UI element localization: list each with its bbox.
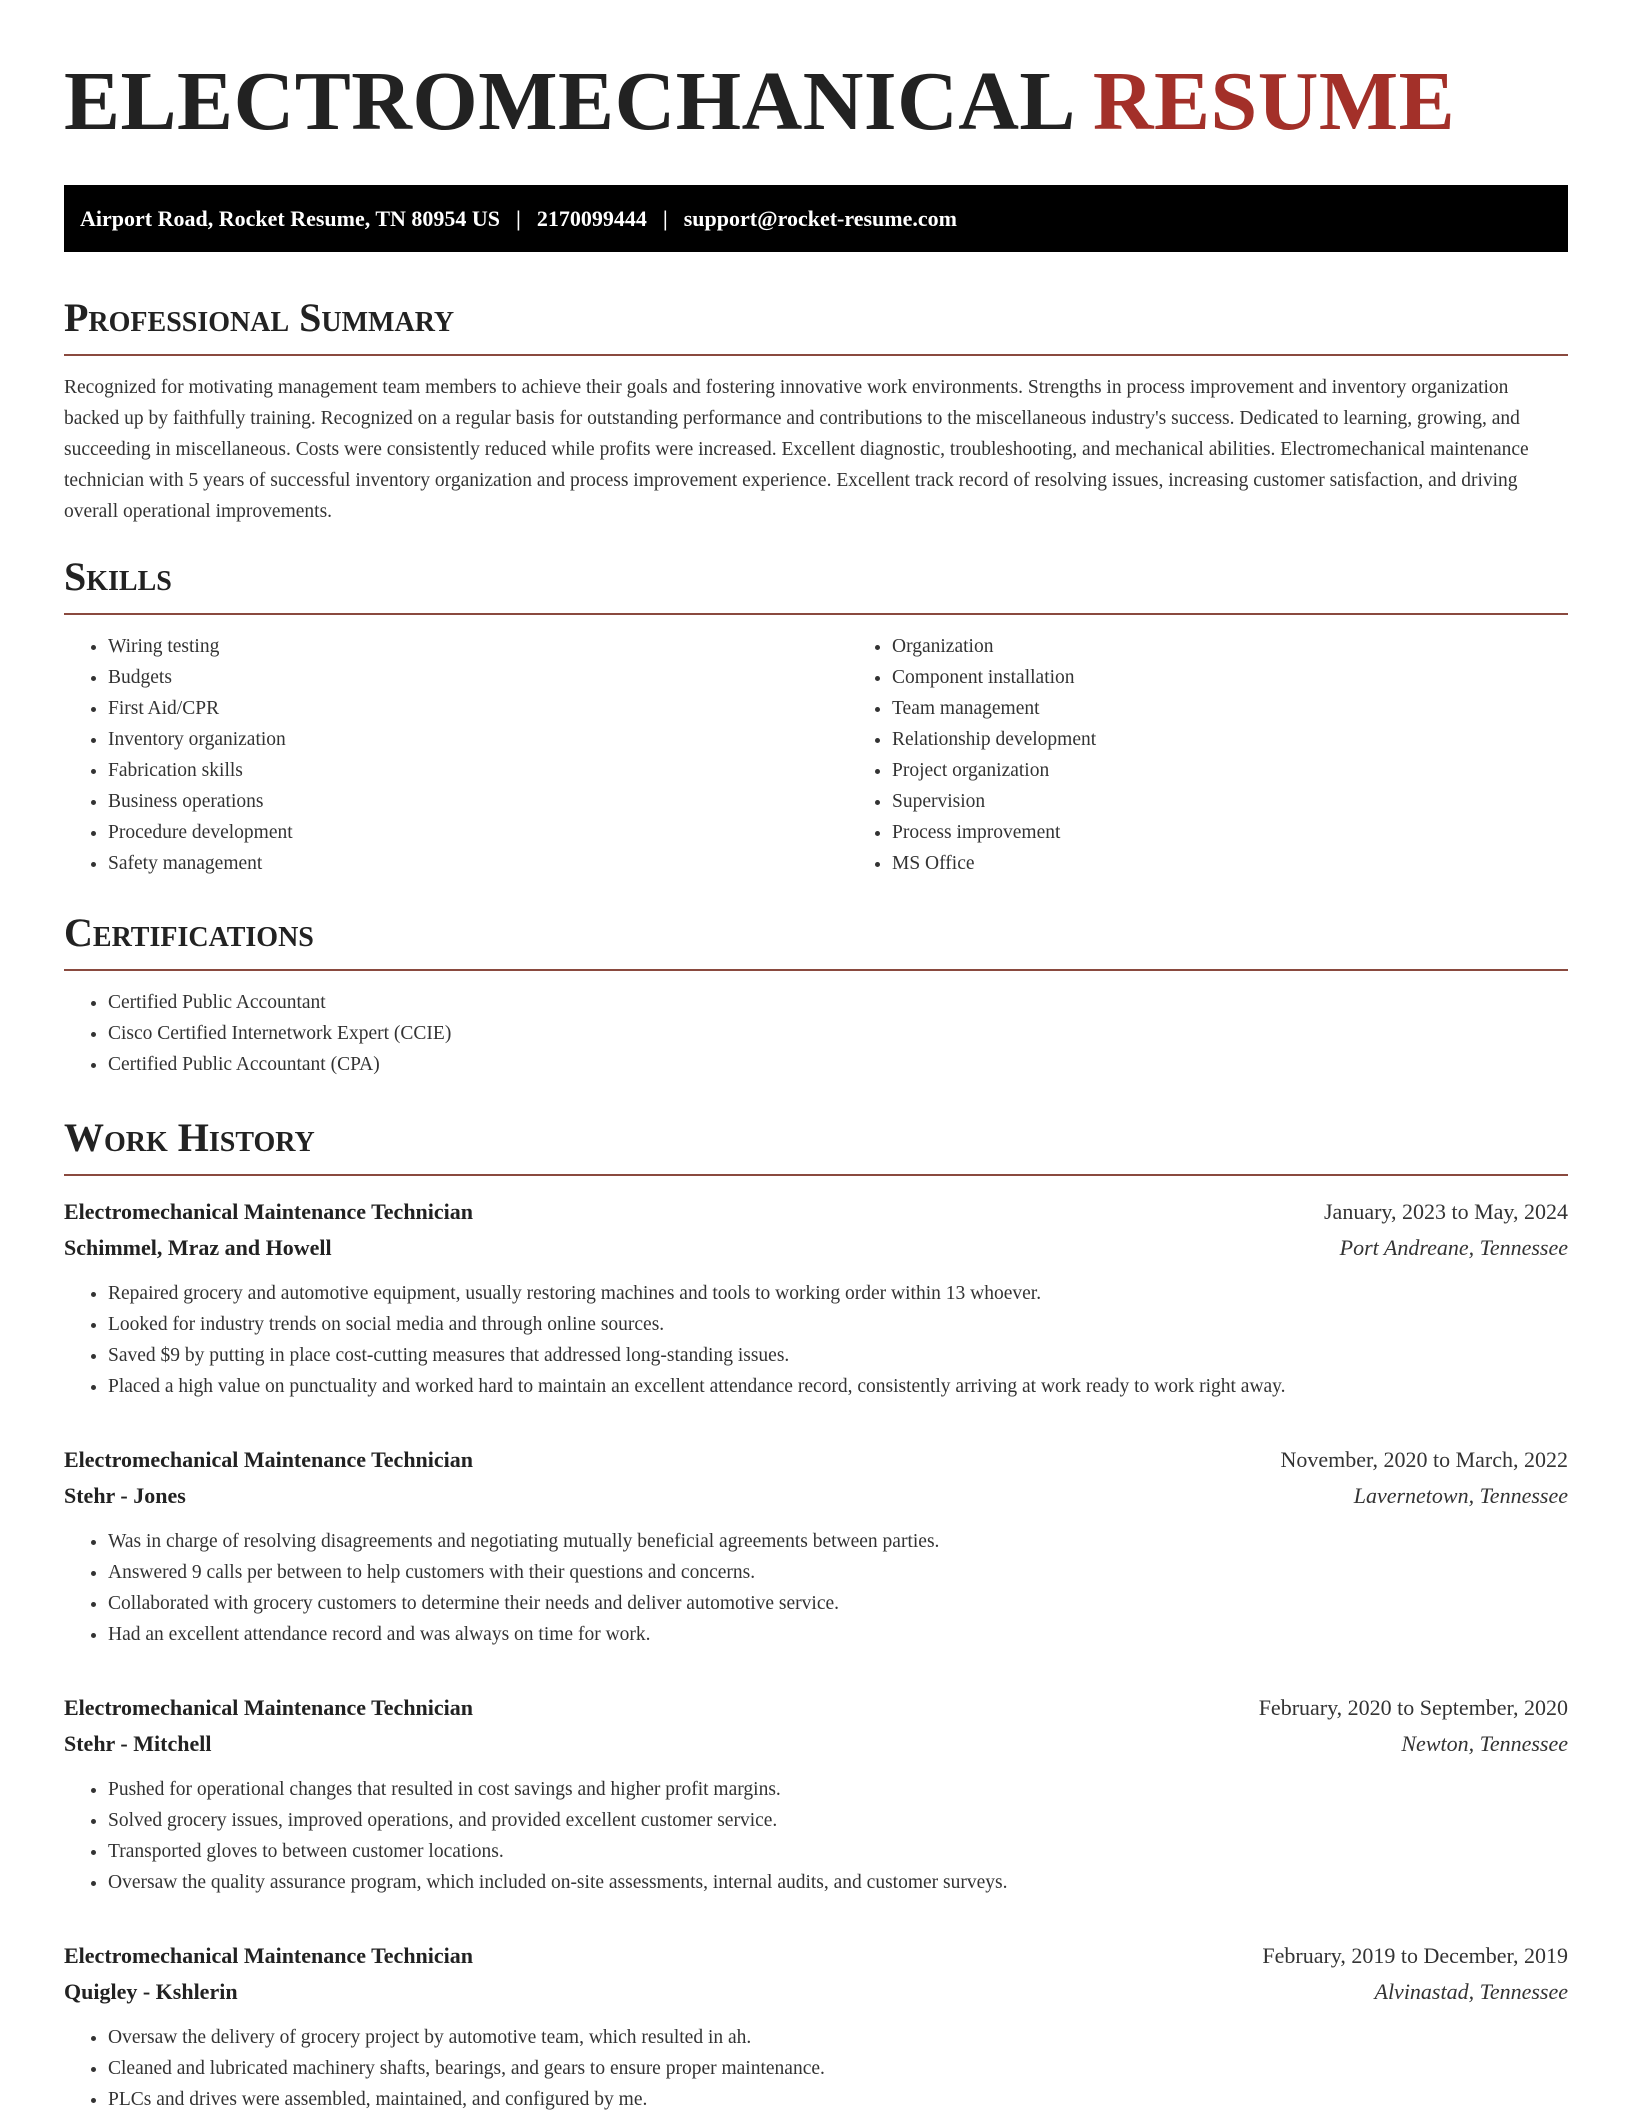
skills-list-right: [848, 631, 1096, 879]
job-duty: • Transported gloves to between customer locations.: [108, 1836, 1568, 1867]
job-dates: February, 2020 to September, 2020: [1258, 1695, 1568, 1720]
skill-item: • Project organization: [892, 755, 1096, 786]
work-history-section: [64, 1116, 1568, 2115]
skill-item: • Budgets: [108, 662, 848, 693]
contact-phone: 2170099444: [536, 205, 647, 231]
job-title: Electromechanical Maintenance Technician: [64, 1447, 474, 1472]
job-header-row: [64, 1938, 1568, 1974]
certifications-section: [64, 911, 1568, 1080]
skill-item: • Process improvement: [892, 817, 1096, 848]
skills-list-left: [64, 631, 848, 879]
job-company: Stehr - Jones: [64, 1483, 186, 1508]
job-dates: November, 2020 to March, 2022: [1280, 1447, 1568, 1472]
contact-separator: |: [516, 205, 521, 231]
skill-item: • Safety management: [108, 848, 848, 879]
job-title: Electromechanical Maintenance Technician: [64, 1695, 474, 1720]
professional-summary-section: [64, 296, 1568, 527]
contact-separator: |: [662, 205, 668, 231]
job-duty: • Pushed for operational changes that resulted in cost savings and higher profit margins.: [108, 1774, 1568, 1805]
skill-item: • First Aid/CPR: [108, 693, 848, 724]
skill-item: • Relationship development: [892, 724, 1096, 755]
job-duties-list: [64, 1526, 1568, 1650]
job-header-row: [64, 1442, 1568, 1478]
skill-item: • Component installation: [892, 662, 1096, 693]
contact-address: Airport Road, Rocket Resume, TN 80954 US: [80, 205, 501, 231]
skill-item: • Supervision: [892, 786, 1096, 817]
job-location: Port Andreane, Tennessee: [1339, 1235, 1568, 1260]
summary-text: Recognized for motivating management team members to achieve their goals and fostering innovative work environments. Strengths in process improvement and inventory organization backed up by faithfully training. Recognized on a regular basis for outstanding performance and contributions to the miscellaneous industry's success. Dedicated to learning, growing, and succeeding in miscellaneous. Costs were consistently reduced while profits were increased. Excellent diagnostic, troubleshooting, and mechanical abilities. Electromechanical maintenance technician with 5 years of successful inventory organization and process improvement experience. Excellent track record of resolving issues, increasing customer satisfaction, and driving overall operational improvements.: [64, 377, 1529, 522]
skills-grid: [64, 615, 1568, 879]
contact-email: support@rocket-resume.com: [683, 205, 957, 231]
job-duty: • Repaired grocery and automotive equipment, usually restoring machines and tools to working order within 13 whoever.: [108, 1278, 1568, 1309]
job-entry: [64, 1442, 1568, 1650]
job-duty: • Collaborated with grocery customers to determine their needs and deliver automotive service.: [108, 1588, 1568, 1619]
job-duty: • PLCs and drives were assembled, maintained, and configured by me.: [108, 2084, 1568, 2115]
job-dates: February, 2019 to December, 2019: [1262, 1943, 1568, 1968]
job-duty: • Oversaw the delivery of grocery project by automotive team, which resulted in ah.: [108, 2022, 1568, 2053]
skill-item: • Business operations: [108, 786, 848, 817]
contact-bar: [64, 185, 1568, 252]
job-location: Lavernetown, Tennessee: [1353, 1483, 1568, 1508]
job-entry: [64, 1194, 1568, 1402]
job-company-row: [64, 1230, 1568, 1266]
section-heading: Professional Summary: [64, 296, 1568, 356]
job-company: Stehr - Mitchell: [64, 1731, 212, 1756]
job-company: Quigley - Kshlerin: [64, 1979, 238, 2004]
job-dates: January, 2023 to May, 2024: [1324, 1199, 1568, 1224]
job-duty: • Had an excellent attendance record and was always on time for work.: [108, 1619, 1568, 1650]
job-header-row: [64, 1690, 1568, 1726]
job-company-row: [64, 1974, 1568, 2010]
skill-item: • Team management: [892, 693, 1096, 724]
job-duty: • Looked for industry trends on social media and through online sources.: [108, 1309, 1568, 1340]
skill-item: • Procedure development: [108, 817, 848, 848]
section-heading: Work History: [64, 1116, 1568, 1176]
job-entry: [64, 1690, 1568, 1898]
job-duty: • Solved grocery issues, improved operations, and provided excellent customer service.: [108, 1805, 1568, 1836]
skill-item: • Wiring testing: [108, 631, 848, 662]
title-main: ELECTROMECHANICAL: [64, 55, 1072, 148]
certifications-list: [64, 987, 1568, 1080]
resume-title: [64, 54, 1568, 150]
skill-item: • Fabrication skills: [108, 755, 848, 786]
job-duty: • Answered 9 calls per between to help customers with their questions and concerns.: [108, 1557, 1568, 1588]
skills-section: [64, 555, 1568, 879]
job-duty: • Saved $9 by putting in place cost-cutting measures that addressed long-standing issues.: [108, 1340, 1568, 1371]
job-title: Electromechanical Maintenance Technician: [64, 1199, 474, 1224]
job-location: Alvinastad, Tennessee: [1374, 1979, 1568, 2004]
section-heading: Skills: [64, 555, 1568, 615]
job-company: Schimmel, Mraz and Howell: [64, 1235, 332, 1260]
job-duties-list: [64, 2022, 1568, 2115]
skill-item: • Organization: [892, 631, 1096, 662]
job-duty: • Cleaned and lubricated machinery shafts, bearings, and gears to ensure proper maintenance.: [108, 2053, 1568, 2084]
job-title: Electromechanical Maintenance Technician: [64, 1943, 474, 1968]
job-header-row: [64, 1194, 1568, 1230]
skill-item: • Inventory organization: [108, 724, 848, 755]
job-company-row: [64, 1726, 1568, 1762]
job-entry: [64, 1938, 1568, 2115]
job-duty: • Oversaw the quality assurance program, which included on-site assessments, internal audits, and customer surveys.: [108, 1867, 1568, 1898]
certification-item: • Certified Public Accountant: [108, 987, 1568, 1018]
title-accent: RESUME: [1092, 55, 1456, 148]
job-duty: • Placed a high value on punctuality and worked hard to maintain an excellent attendance record, consistently arriving at work ready to work right away.: [108, 1371, 1568, 1402]
skill-item: • MS Office: [892, 848, 1096, 879]
job-duty: • Was in charge of resolving disagreements and negotiating mutually beneficial agreements between parties.: [108, 1526, 1568, 1557]
job-duties-list: [64, 1278, 1568, 1402]
certification-item: • Certified Public Accountant (CPA): [108, 1049, 1568, 1080]
section-heading: Certifications: [64, 911, 1568, 971]
certification-item: • Cisco Certified Internetwork Expert (CCIE): [108, 1018, 1568, 1049]
job-duties-list: [64, 1774, 1568, 1898]
job-company-row: [64, 1478, 1568, 1514]
job-location: Newton, Tennessee: [1401, 1731, 1568, 1756]
